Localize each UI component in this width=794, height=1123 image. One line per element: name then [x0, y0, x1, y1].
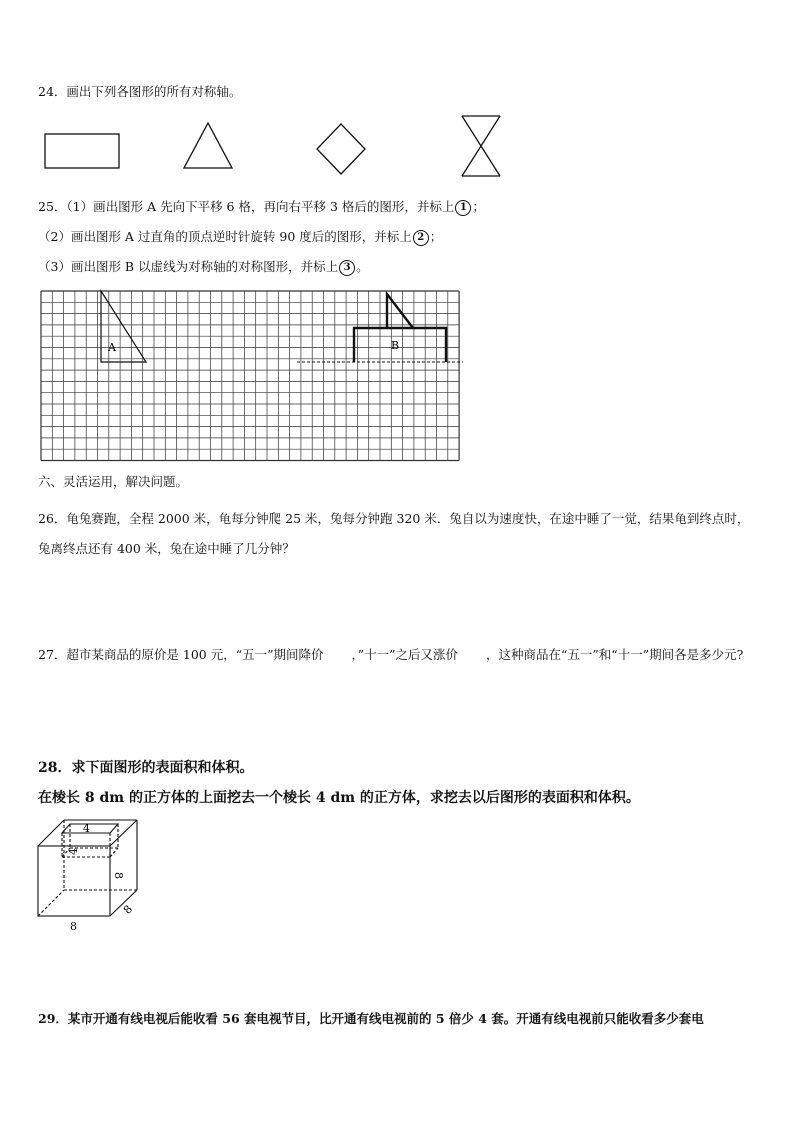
q25-line2-end: ； — [429, 229, 443, 244]
q25-line2 — [38, 229, 442, 246]
q25-line3 — [38, 259, 369, 276]
circled-mark-2: 2 — [413, 230, 429, 246]
q29-text: 29．某市开通有线电视后能收看 56 套电视节目，比开通有线电视前的 5 倍少 4 套。开通有线电视前只能收看多少套电 — [38, 1011, 704, 1026]
q25-line3-end: 。 — [356, 259, 369, 274]
cube-label-width: 8 — [70, 920, 77, 933]
cube-label-hole-top: 4 — [83, 822, 90, 835]
q27-part1: 27．超市某商品的原价是 100 元，“五一”期间降价 — [38, 647, 324, 662]
cube-figure — [0, 810, 794, 935]
q25-line2-text: （2）画出图形 A 过直角的顶点逆时针旋转 90 度后的图形，并标上 — [38, 229, 412, 244]
q25-line1 — [38, 199, 485, 216]
triangle-shape — [184, 123, 232, 168]
q27-part3: ，这种商品在“五一”和“十一”期间各是多少元? — [486, 647, 744, 662]
shape-a-label: A — [108, 341, 116, 354]
q27-part2: ，”十一”之后又涨价 — [351, 647, 459, 662]
q25-line1-text: 25．（1）画出图形 A 先向下平移 6 格，再向右平移 3 格后的图形，并标上 — [38, 199, 455, 214]
q28-description: 在棱长 8 dm 的正方体的上面挖去一个棱长 4 dm 的正方体，求挖去以后图形的表面积和体积。 — [38, 790, 640, 806]
cube-label-hole-depth: 4 — [67, 848, 80, 855]
cube-label-height: 8 — [112, 872, 125, 879]
q24-shapes — [0, 110, 794, 180]
shape-b-label: B — [391, 339, 400, 352]
rhombus-shape — [317, 124, 365, 174]
q26-text: 26．龟兔赛跑，全程 2000 米，龟每分钟爬 25 米，兔每分钟跑 320 米．兔自以为速度快，在途中睡了一觉，结果龟到终点时，兔离终点还有 400 米，兔在途中睡了几分钟？ — [38, 511, 750, 556]
q25-line3-text: （3）画出图形 B 以虚线为对称轴的对称图形，并标上 — [38, 259, 339, 274]
q28-title: 28．求下面图形的表面积和体积。 — [38, 760, 254, 776]
section-6-title: 六、灵活运用，解决问题。 — [38, 474, 189, 489]
hourglass-shape — [462, 116, 500, 176]
q27-text — [38, 641, 758, 669]
square-grid — [0, 285, 794, 475]
rectangle-shape — [45, 134, 119, 168]
cube-label-depth: 8 — [120, 902, 136, 917]
grid-lines — [41, 291, 459, 461]
q25-line1-end: ； — [472, 199, 485, 214]
circled-mark-1: 1 — [455, 200, 471, 216]
circled-mark-3: 3 — [339, 260, 355, 276]
shape-b — [354, 294, 446, 362]
q24-text: 24．画出下列各图形的所有对称轴。 — [38, 84, 242, 99]
